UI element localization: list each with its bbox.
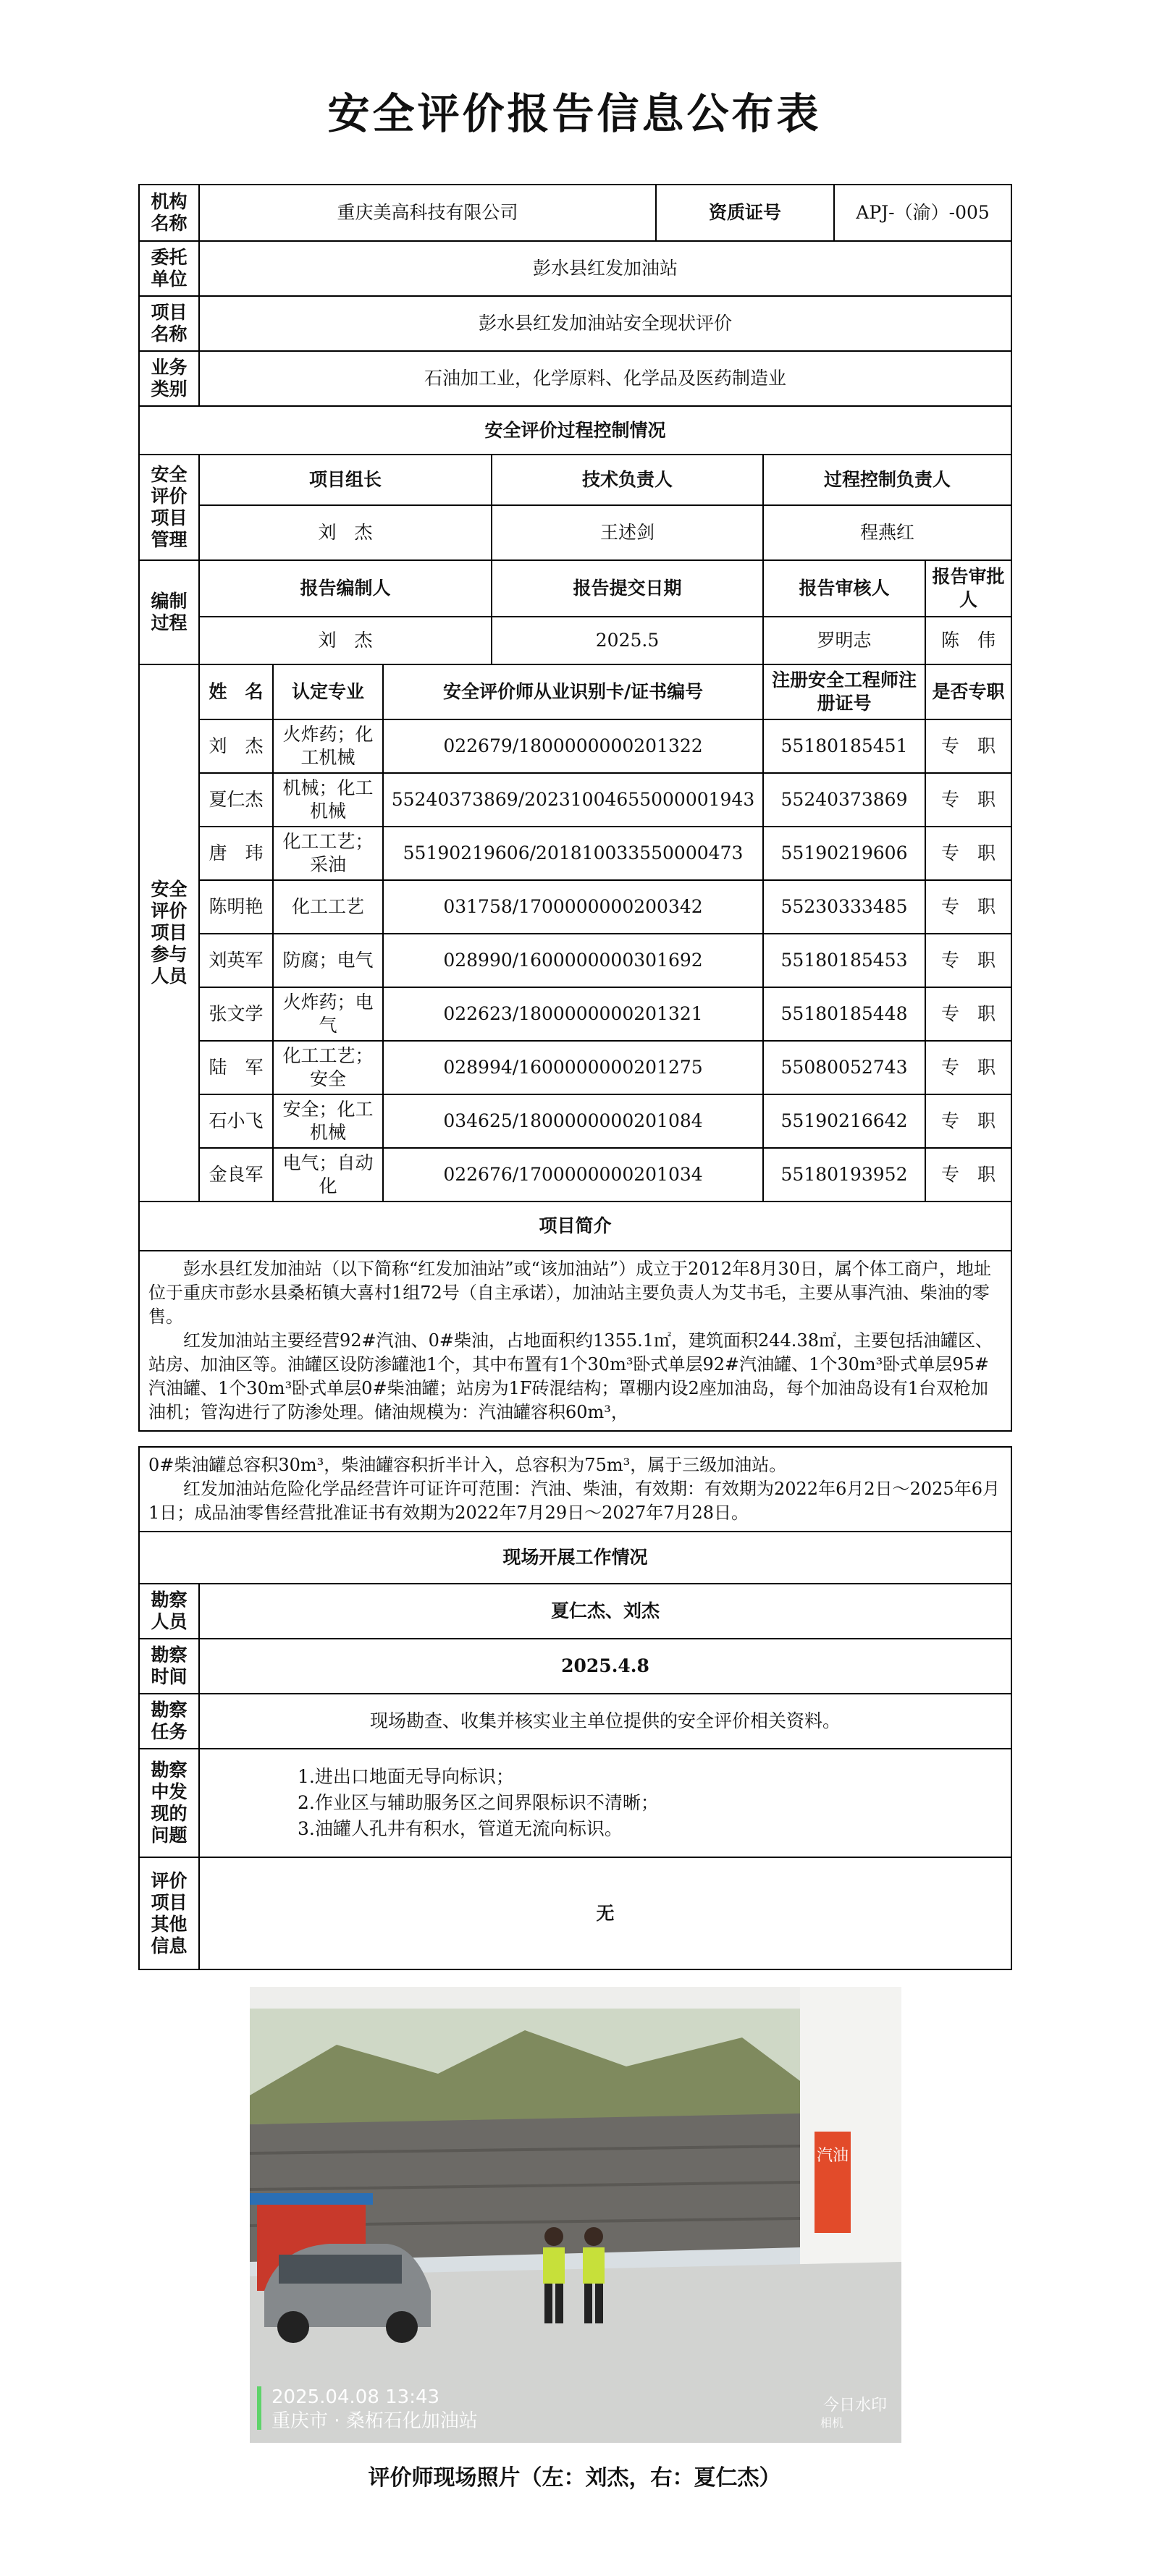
issue-item: 2.作业区与辅助服务区之间界限标识不清晰； [298, 1792, 659, 1813]
person-fulltime: 专 职 [925, 1094, 1011, 1148]
personnel-row [139, 1041, 1011, 1094]
client-name: 彭水县红发加油站 [199, 241, 1011, 296]
mgmt-label: 安全评价项目管理 [139, 455, 199, 560]
person-major: 化工工艺 [273, 880, 383, 934]
mgmt-leader: 刘 杰 [199, 505, 492, 560]
personnel-row [139, 934, 1011, 987]
compile-author: 刘 杰 [199, 617, 492, 664]
person-fulltime: 专 职 [925, 880, 1011, 934]
person-cert: 028990/1600000000301692 [383, 934, 763, 987]
field-other-label: 评价项目其他信息 [139, 1857, 199, 1969]
person-name: 石小飞 [199, 1094, 273, 1148]
person-name: 陈明艳 [199, 880, 273, 934]
personnel-header-major: 认定专业 [273, 664, 383, 719]
field-issues [199, 1749, 1011, 1857]
mgmt-header-tech: 技术负责人 [492, 455, 763, 505]
personnel-header-cert: 安全评价师从业识别卡/证书编号 [383, 664, 763, 719]
person-name: 唐 玮 [199, 827, 273, 880]
client-label: 委托单位 [139, 241, 199, 296]
mgmt-tech: 王述剑 [492, 505, 763, 560]
person-cert: 028994/1600000000201275 [383, 1041, 763, 1094]
personnel-header-reg: 注册安全工程师注册证号 [763, 664, 925, 719]
person-cert: 034625/1800000000201084 [383, 1094, 763, 1148]
personnel-row [139, 1094, 1011, 1148]
person-fulltime: 专 职 [925, 719, 1011, 773]
org-name: 重庆美高科技有限公司 [199, 185, 656, 241]
compile-approver: 陈 伟 [925, 617, 1011, 664]
compile-date: 2025.5 [492, 617, 763, 664]
person-fulltime: 专 职 [925, 773, 1011, 827]
intro-paragraph-1: 彭水县红发加油站（以下简称“红发加油站”或“该加油站”）成立于2012年8月30日，属个体工商户，地址位于重庆市彭水县桑柘镇大喜村1组72号（自主承诺），加油站主要负责人为艾书毛，主要从事汽油、柴油的零售。 [148, 1259, 991, 1327]
person-fulltime: 专 职 [925, 827, 1011, 880]
person-major: 化工工艺；安全 [273, 1041, 383, 1094]
site-photo-drawing [250, 1987, 901, 2443]
person-cert: 022623/1800000000201321 [383, 987, 763, 1041]
person-major: 电气；自动化 [273, 1148, 383, 1202]
person-major: 安全；化工机械 [273, 1094, 383, 1148]
field-other: 无 [199, 1857, 1011, 1969]
person-reg: 55180185453 [763, 934, 925, 987]
person-reg: 55080052743 [763, 1041, 925, 1094]
field-work-table [138, 1446, 1012, 1970]
site-photo [250, 1987, 901, 2443]
person-fulltime: 专 职 [925, 934, 1011, 987]
person-reg: 55230333485 [763, 880, 925, 934]
person-fulltime: 专 职 [925, 987, 1011, 1041]
mgmt-header-leader: 项目组长 [199, 455, 492, 505]
intro-paragraph-2: 红发加油站主要经营92#汽油、0#柴油，占地面积约1355.1㎡，建筑面积244.38㎡，主要包括油罐区、站房、加油区等。油罐区设防渗罐池1个，其中布置有1个30m³卧式单层92#汽油罐、1个30m³卧式单层95#汽油罐、1个30m³卧式单层0#柴油罐；站房为1F砖混结构；罩棚内设2座加油岛，每个加油岛设有1台双枪加油机；管沟进行了防渗处理。储油规模为：汽油罐容积60m³， [148, 1330, 993, 1422]
person-major: 防腐；电气 [273, 934, 383, 987]
mgmt-header-control: 过程控制负责人 [763, 455, 1011, 505]
person-reg: 55190219606 [763, 827, 925, 880]
field-time-label: 勘察时间 [139, 1639, 199, 1694]
personnel-row [139, 827, 1011, 880]
compile-label: 编制过程 [139, 560, 199, 664]
person-name: 夏仁杰 [199, 773, 273, 827]
field-staff: 夏仁杰、刘杰 [199, 1584, 1011, 1639]
person-reg: 55180185448 [763, 987, 925, 1041]
intro-paragraph-4: 红发加油站危险化学品经营许可证许可范围：汽油、柴油，有效期：有效期为2022年6月2日～2025年6月1日；成品油零售经营批准证书有效期为2022年7月29日～2027年7月28日。 [148, 1479, 1000, 1523]
person-reg: 55190216642 [763, 1094, 925, 1148]
person-fulltime: 专 职 [925, 1041, 1011, 1094]
person-name: 刘英军 [199, 934, 273, 987]
compile-reviewer: 罗明志 [763, 617, 925, 664]
intro-body [139, 1251, 1011, 1431]
watermark-sub: 相机 [820, 2416, 843, 2430]
compile-header-approver: 报告审批人 [925, 560, 1011, 617]
issue-item: 1.进出口地面无导向标识； [298, 1766, 514, 1787]
field-staff-label: 勘察人员 [139, 1584, 199, 1639]
personnel-label: 安全评价项目参与人员 [139, 664, 199, 1202]
person-fulltime: 专 职 [925, 1148, 1011, 1202]
person-reg: 55180193952 [763, 1148, 925, 1202]
personnel-header-fulltime: 是否专职 [925, 664, 1011, 719]
cert-label: 资质证号 [656, 185, 834, 241]
report-info-table [138, 184, 1012, 1432]
field-task-label: 勘察任务 [139, 1694, 199, 1749]
person-reg: 55180185451 [763, 719, 925, 773]
personnel-row [139, 880, 1011, 934]
person-cert: 55190219606/201810033550000473 [383, 827, 763, 880]
photo-caption: 评价师现场照片（左：刘杰，右：夏仁杰） [368, 2465, 781, 2491]
person-cert: 55240373869/20231004655000001943 [383, 773, 763, 827]
compile-header-author: 报告编制人 [199, 560, 492, 617]
person-major: 火炸药；电气 [273, 987, 383, 1041]
personnel-row [139, 1148, 1011, 1202]
watermark-logo: 今日水印 [822, 2396, 887, 2415]
field-time: 2025.4.8 [199, 1639, 1011, 1694]
org-label: 机构名称 [139, 185, 199, 241]
project-label: 项目名称 [139, 296, 199, 351]
field-heading: 现场开展工作情况 [139, 1532, 1011, 1584]
field-task: 现场勘查、收集并核实业主单位提供的安全评价相关资料。 [199, 1694, 1011, 1749]
field-issues-label: 勘察中发现的问题 [139, 1749, 199, 1857]
personnel-row [139, 719, 1011, 773]
person-cert: 022676/1700000000201034 [383, 1148, 763, 1202]
intro-heading: 项目简介 [139, 1202, 1011, 1251]
category-label: 业务类别 [139, 351, 199, 406]
page-title: 安全评价报告信息公布表 [327, 89, 822, 138]
person-major: 化工工艺；采油 [273, 827, 383, 880]
issue-item: 3.油罐人孔井有积水，管道无流向标识。 [298, 1818, 623, 1839]
process-heading: 安全评价过程控制情况 [139, 406, 1011, 455]
category: 石油加工业，化学原料、化学品及医药制造业 [199, 351, 1011, 406]
compile-header-date: 报告提交日期 [492, 560, 763, 617]
personnel-row [139, 773, 1011, 827]
person-name: 陆 军 [199, 1041, 273, 1094]
pump-sign-text: 汽油 [816, 2147, 849, 2165]
photo-location: 重庆市 · 桑柘石化加油站 [272, 2410, 478, 2432]
intro-paragraph-3: 0#柴油罐总容积30m³，柴油罐容积折半计入，总容积为75m³，属于三级加油站。 [148, 1455, 787, 1475]
compile-header-reviewer: 报告审核人 [763, 560, 925, 617]
photo-timestamp: 2025.04.08 13:43 [272, 2386, 440, 2408]
project-name: 彭水县红发加油站安全现状评价 [199, 296, 1011, 351]
person-name: 张文学 [199, 987, 273, 1041]
person-cert: 022679/1800000000201322 [383, 719, 763, 773]
person-name: 刘 杰 [199, 719, 273, 773]
mgmt-control: 程燕红 [763, 505, 1011, 560]
cert-no: APJ-（渝）-005 [834, 185, 1011, 241]
personnel-header-name: 姓 名 [199, 664, 273, 719]
person-reg: 55240373869 [763, 773, 925, 827]
person-major: 火炸药；化工机械 [273, 719, 383, 773]
intro-continued [139, 1447, 1011, 1532]
person-name: 金良军 [199, 1148, 273, 1202]
personnel-row [139, 987, 1011, 1041]
person-cert: 031758/1700000000200342 [383, 880, 763, 934]
person-major: 机械；化工机械 [273, 773, 383, 827]
